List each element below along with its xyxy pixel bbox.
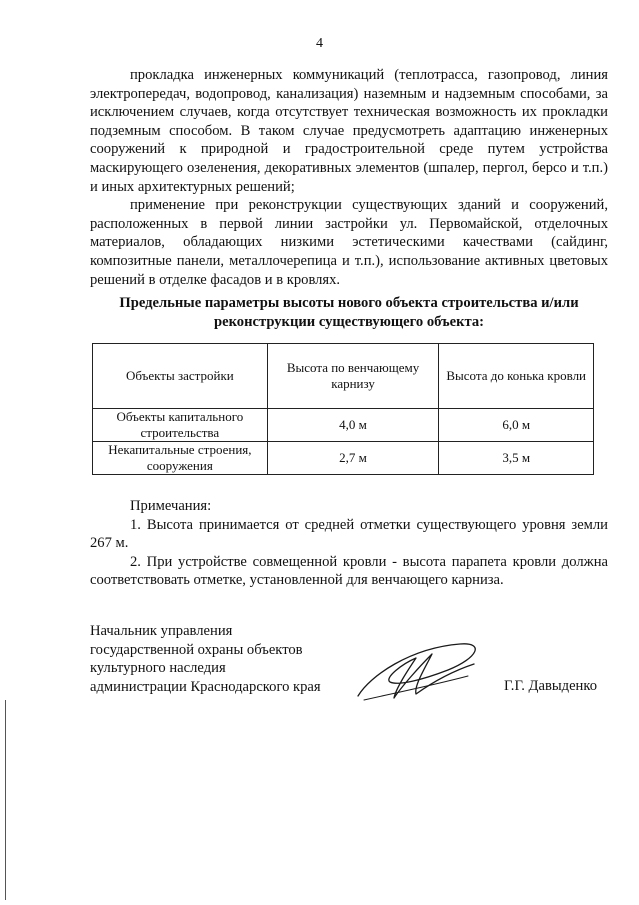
- scan-edge-line: [5, 700, 6, 900]
- cell-object-type: Некапитальные строения, сооружения: [93, 442, 268, 475]
- handwritten-signature: [350, 636, 490, 706]
- position-line: Начальник управления: [90, 623, 233, 639]
- page-number: 4: [316, 36, 323, 51]
- notes-section: [90, 497, 608, 590]
- signer-name: Г.Г. Давыденко: [504, 678, 598, 694]
- cell-ridge-height: 3,5 м: [439, 442, 594, 475]
- cell-object-type: Объекты капитального строительства: [93, 409, 268, 442]
- cell-cornice-height: 4,0 м: [267, 409, 439, 442]
- notes-title: Примечания:: [130, 498, 212, 514]
- cell-cornice-height: 2,7 м: [267, 442, 439, 475]
- table-row: [93, 442, 594, 475]
- body-text: [90, 66, 608, 289]
- header-cornice-height: Высота по венчающему карнизу: [267, 344, 439, 409]
- paragraph-finishing-materials: применение при реконструкции существующих зданий и сооружений, расположенных в первой линии застройки ул. Первомайской, отделочных материалов, обладающих низкими эстетическими качествами (сайдинг, композитные панели, металлочерепица и т.п.), использование активных цветовых решений в отделке фасадов и в кровлях.: [90, 197, 608, 288]
- table-header-row: [93, 344, 594, 409]
- position-line: государственной охраны объектов: [90, 641, 303, 658]
- note-item: 2. При устройстве совмещенной кровли - высота парапета кровли должна соответствовать отметке, установленной для венчающего карниза.: [90, 553, 608, 589]
- table-heading: Предельные параметры высоты нового объекта строительства и/или реконструкции существующего объекта:: [119, 295, 579, 330]
- note-item: 1. Высота принимается от средней отметки существующего уровня земли 267 м.: [90, 516, 608, 552]
- table-row: [93, 409, 594, 442]
- header-ridge-height: Высота до конька кровли: [439, 344, 594, 409]
- paragraph-engineering-networks: прокладка инженерных коммуникаций (теплотрасса, газопровод, линия электропередач, водопровод, канализация) наземным и надземным способами, за исключением случаев, когда отсутствует техническая возможность их прокладки подземным способом. В таком случае предусмотреть адаптацию инженерных сооружений к природной и градостроительной среде путем устройства маскирующего озеленения, декоративных элементов (шпалер, пергол, берсо и т.п.) и иных архитектурных решений;: [90, 67, 608, 195]
- height-parameters-table: [92, 343, 594, 475]
- cell-ridge-height: 6,0 м: [439, 409, 594, 442]
- position-line: администрации Краснодарского края: [90, 678, 321, 695]
- position-line: культурного наследия: [90, 660, 226, 677]
- signatory-position: [90, 622, 321, 696]
- header-objects: Объекты застройки: [93, 344, 268, 409]
